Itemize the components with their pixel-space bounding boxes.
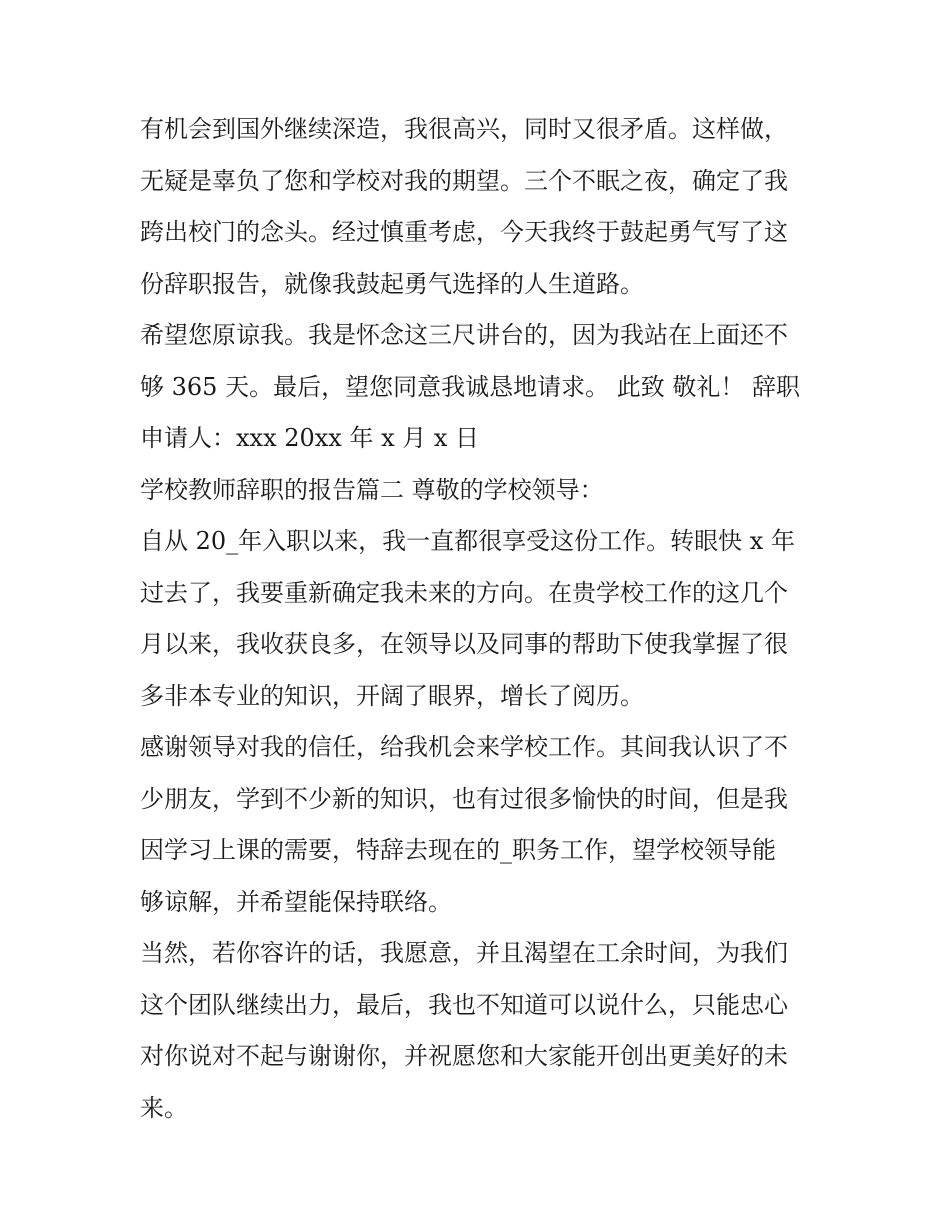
text-line: 跨出校门的念头。经过慎重考虑，今天我终于鼓起勇气写了这 <box>140 218 788 246</box>
text-line: 有机会到国外继续深造，我很高兴，同时又很矛盾。这样做， <box>140 115 788 143</box>
text-line: 希望您原谅我。我是怀念这三尺讲台的，因为我站在上面还不 <box>140 321 788 349</box>
text-line: 过去了，我要重新确定我未来的方向。在贵学校工作的这几个 <box>140 578 788 607</box>
text-line: 来。 <box>140 1093 188 1122</box>
text-line: 这个团队继续出力，最后，我也不知道可以说什么，只能忠心 <box>140 990 788 1019</box>
text-line: 多非本专业的知识，开阔了眼界，增长了阅历。 <box>140 681 644 710</box>
text-line: 感谢领导对我的信任，给我机会来学校工作。其间我认识了不 <box>140 733 788 761</box>
text-line: 够谅解，并希望能保持联络。 <box>140 887 452 916</box>
text-line: 少朋友，学到不少新的知识，也有过很多愉快的时间，但是我 <box>140 784 788 813</box>
document-body <box>140 104 820 1134</box>
text-line: 对你说对不起与谢谢你，并祝愿您和大家能开创出更美好的未 <box>140 1042 788 1070</box>
text-line: 月以来，我收获良多，在领导以及同事的帮助下使我掌握了很 <box>140 630 788 658</box>
text-line: 无疑是辜负了您和学校对我的期望。三个不眠之夜，确定了我 <box>140 166 788 195</box>
text-line: 当然，若你容许的话，我愿意，并且渴望在工余时间，为我们 <box>140 939 788 967</box>
text-line: 够 365 天。最后，望您同意我诚恳地请求。 此致 敬礼！ 辞职 <box>140 372 800 401</box>
text-line: 申请人：xxx 20xx 年 x 月 x 日 <box>140 424 480 452</box>
text-line: 因学习上课的需要，特辞去现在的_职务工作，望学校领导能 <box>140 836 776 864</box>
section-heading: 学校教师辞职的报告篇二 尊敬的学校领导： <box>140 475 604 504</box>
text-line: 份辞职报告，就像我鼓起勇气选择的人生道路。 <box>140 269 644 298</box>
text-line: 自从 20_年入职以来，我一直都很享受这份工作。转眼快 x 年 <box>140 527 795 555</box>
